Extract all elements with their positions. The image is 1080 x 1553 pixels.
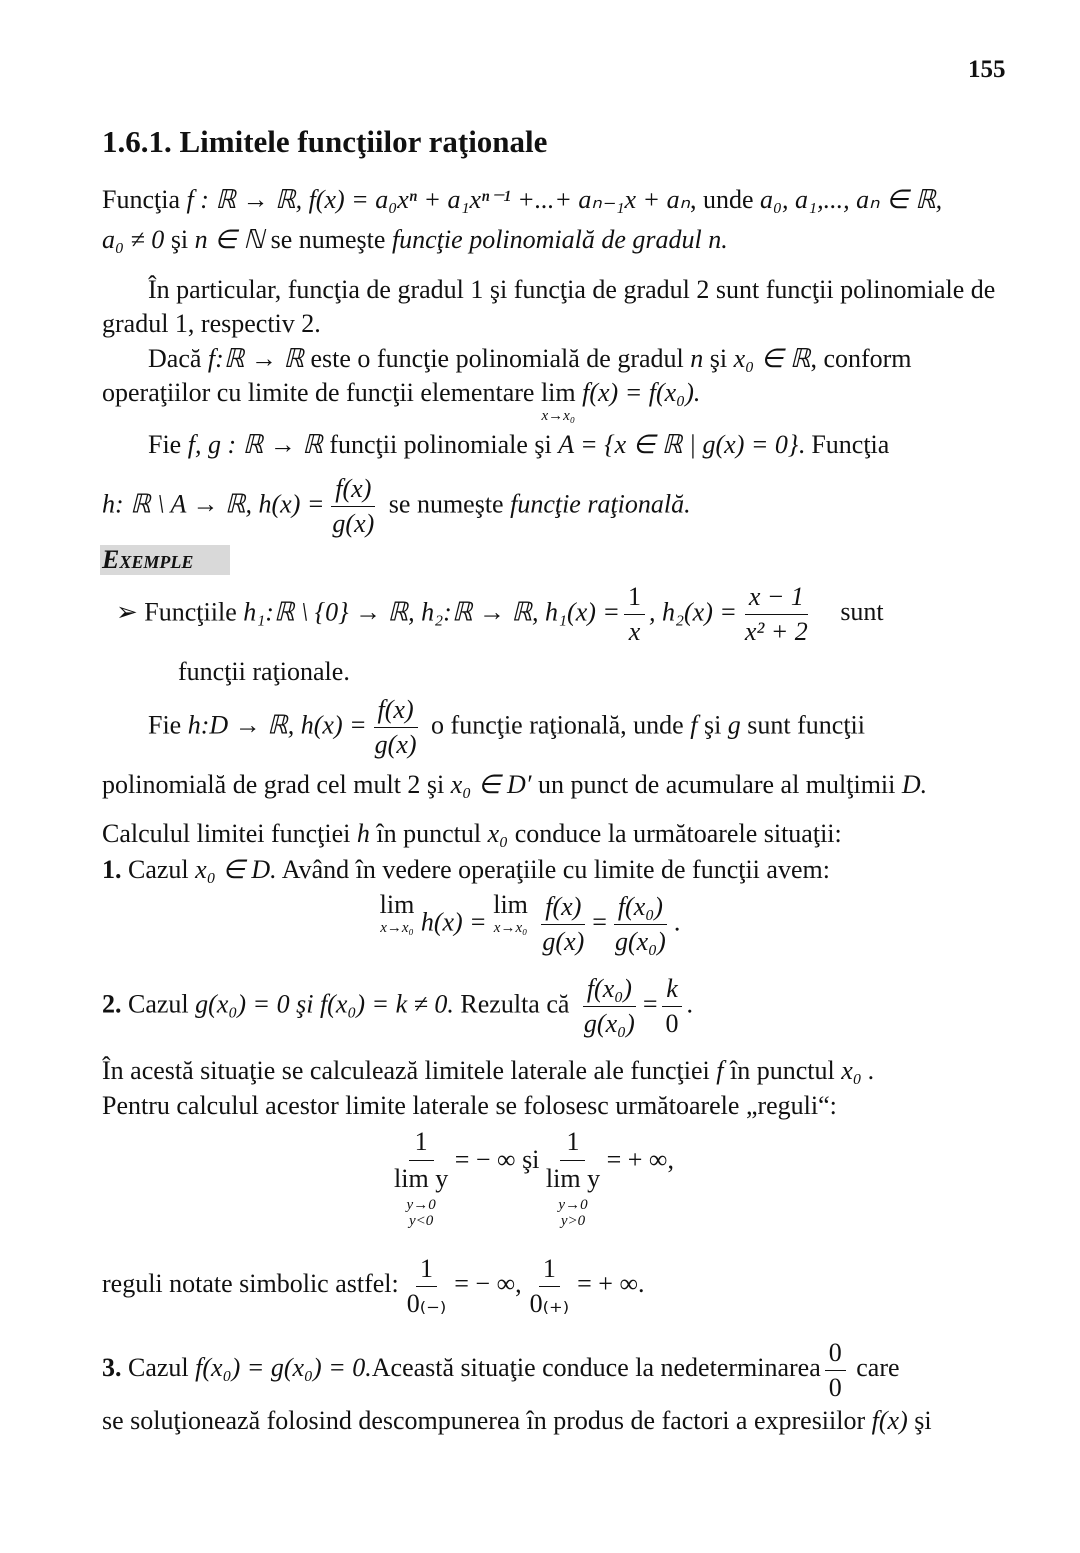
paragraph-daca-2: operaţiilor cu limite de funcţii elementare lim x→x₀ f(x) = f(x₀).	[102, 378, 701, 424]
rational-function-def: h: ℝ \ A → ℝ, h(x) = $\frac{f(x)}{g(x)}$ se numeşte funcţie raţională.	[102, 474, 691, 538]
case-1-formula: lim x→x₀ h(x) = lim x→x₀ $\frac{f(x)}{g(x)}$ = $\frac{\text{f(x₀)}}{\text{g(x₀)}}$ .	[379, 890, 681, 956]
example-item-2: funcţii raţionale.	[178, 657, 350, 686]
case-1: 1. Cazul x₀ ∈ D. Având în vedere operaţiile cu limite de funcţii avem:	[102, 855, 830, 884]
example-item: ➢ Funcţiile h₁:ℝ \ {0} → ℝ, h₂:ℝ → ℝ, h₁(x) = $\frac{1}{x}$ , h₂(x) = $\frac{x - 1}{\text{x² + 2}}$ sunt	[116, 582, 884, 646]
paragraph-reguli: Pentru calculul acestor limite laterale se folosesc următoarele „reguli“:	[102, 1091, 837, 1120]
paragraph-particular: În particular, funcţia de gradul 1 şi funcţia de gradul 2 sunt funcţii polinomiale de	[148, 275, 996, 304]
paragraph-calculul: Calculul limitei funcţiei h în punctul x₀ conduce la următoarele situaţii:	[102, 819, 842, 848]
examples-label: Exemple	[100, 545, 230, 575]
paragraph-fie: Fie f, g : ℝ → ℝ funcţii polinomiale şi A = {x ∈ ℝ | g(x) = 0}. Funcţia	[148, 430, 890, 459]
case-2: 2. Cazul g(x₀) = 0 şi f(x₀) = k ≠ 0. Rezulta că $\frac{\text{f(x₀)}}{\text{g(x₀)}}$ = $\frac{k}{0}$ .	[102, 974, 693, 1038]
section-heading: 1.6.1. Limitele funcţiilor raţionale	[102, 124, 548, 159]
page-number: 155	[968, 56, 1006, 83]
bullet-arrow-icon: ➢	[116, 597, 138, 627]
paragraph-polynomial-def: Funcţia f : ℝ → ℝ, f(x) = a₀xⁿ + a₁xⁿ⁻¹ +...+ aₙ₋₁x + aₙ, unde a₀, a₁,..., aₙ ∈ ℝ,	[102, 185, 943, 214]
case-3-line-2: se soluţionează folosind descompunerea în produs de factori a expresiilor f(x) şi	[102, 1406, 932, 1435]
case-3: 3. Cazul f(x₀) = g(x₀) = 0.Această situaţie conduce la nedeterminarea $\frac{0}{0}$ care	[102, 1337, 900, 1402]
rules-symbolic: reguli notate simbolic astfel: $\frac{1}{0_{(-)}}$ = − ∞, $\frac{1}{0_{(+)}}$ = + ∞.	[102, 1253, 645, 1318]
paragraph-polynomial-def-2: a₀ ≠ 0 şi n ∈ ℕ se numeşte funcţie polinomială de gradul n.	[102, 225, 728, 254]
paragraph-fie-h-2: polinomială de grad cel mult 2 şi x₀ ∈ D′ un punct de acumulare al mulţimii D.	[102, 770, 928, 799]
paragraph-situatie: În acestă situaţie se calculează limitele laterale ale funcţiei f în punctul x₀ .	[102, 1056, 875, 1085]
paragraph-particular-2: gradul 1, respectiv 2.	[102, 309, 321, 338]
rules-formula: 1 lim y y→0 y<0 = − ∞ şi 1 lim y y→0 y>0 = + ∞,	[0, 1124, 1074, 1229]
paragraph-daca: Dacă f:ℝ → ℝ este o funcţie polinomială de gradul n şi x₀ ∈ ℝ, conform	[148, 344, 912, 373]
paragraph-fie-h: Fie h:D → ℝ, h(x) = $\frac{f(x)}{g(x)}$ o funcţie raţională, unde f şi g sunt funcţii	[148, 695, 866, 759]
